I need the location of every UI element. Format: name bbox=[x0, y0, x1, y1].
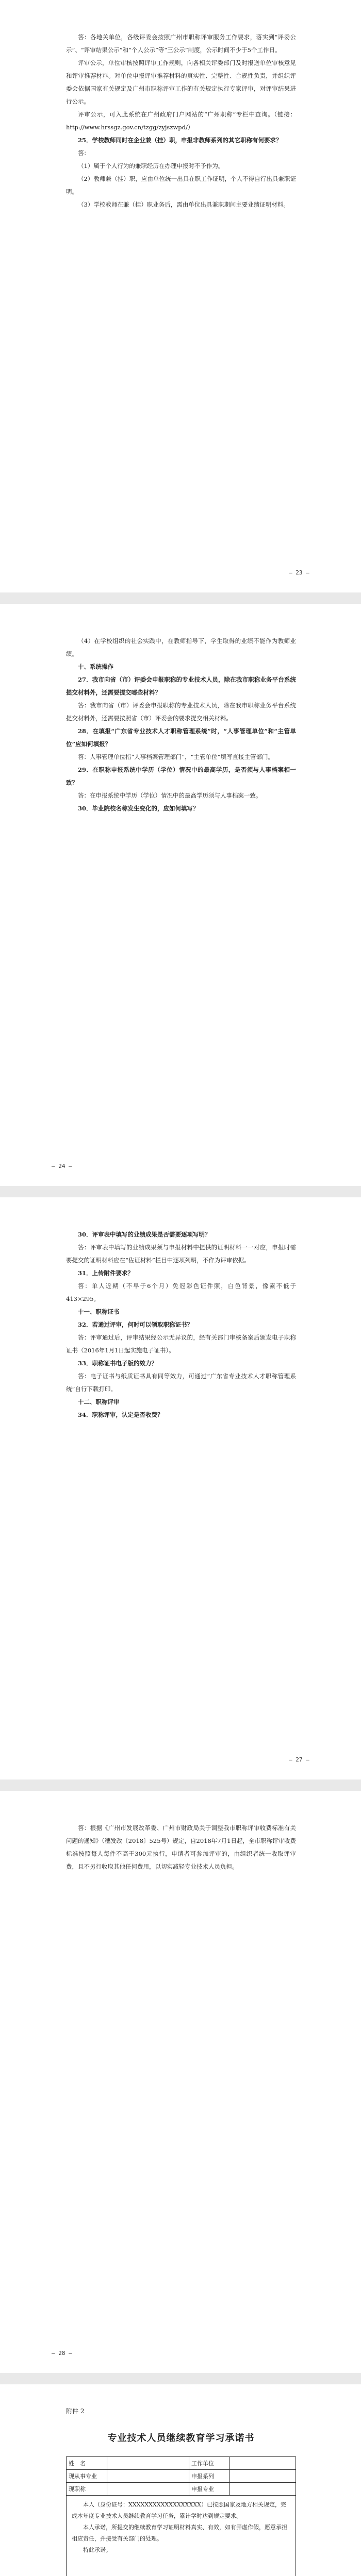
table-row bbox=[67, 2483, 296, 2496]
question-heading: 30．评审表中填写的业绩成果是否需要逐项写明？ bbox=[78, 1231, 211, 1238]
page-number: — 24 — bbox=[52, 1163, 72, 1170]
question-heading: 27．我市向省（市）评委会申报职称的专业技术人员，除在我市职称业务平台系统提交材料外，还需要提交哪些材料？ bbox=[66, 676, 296, 696]
paragraph: 答：各地关单位，各级评委会按照广州市职称评审服务工作要求，落实到“评委公示”、“评审结果公示”和“个人公示”等“三公示”制度，公示时间不少于5个工作日。 bbox=[66, 33, 296, 54]
question-heading: 30．毕业院校名称发生变化的，应如何填写？ bbox=[78, 805, 199, 812]
section-heading: 十二、职称评审 bbox=[78, 1398, 120, 1405]
question-heading: 29．在职称申报系统中学历（学位）情况中的最高学历，是否须与人事档案相一致？ bbox=[66, 766, 296, 786]
page-29 bbox=[0, 2384, 361, 2576]
paragraph: 答：人事管理单位指“人事档案管理部门”，“主管单位”填写直接主管部门。 bbox=[78, 753, 274, 760]
section-heading: 十、系统操作 bbox=[78, 663, 113, 670]
paragraph: （3）学校教师在兼（挂）职业务后，需由单位出具兼职期间主要业绩证明材料。 bbox=[78, 201, 289, 208]
table-cell bbox=[230, 2483, 296, 2496]
table-cell: 工作单位 bbox=[189, 2457, 230, 2470]
page-number: — 23 — bbox=[289, 569, 309, 576]
page-number: — 27 — bbox=[289, 1756, 309, 1763]
section-heading: 十一、职称证书 bbox=[78, 1308, 120, 1315]
page-28-content bbox=[66, 1822, 296, 1873]
table-cell: 申报系列 bbox=[189, 2470, 230, 2483]
attachment-label: 附件 2 bbox=[66, 2408, 85, 2415]
commitment-body bbox=[66, 2495, 296, 2576]
paragraph: 特此承诺。 bbox=[83, 2547, 111, 2553]
paragraph: 答：根据《广州市发展改革委、广州市财政局关于调整我市职称评审收费标准有关问题的通知》（穗发改〔2018〕525号）规定，自2018年7月1日起，全市职称评审收费标准按照每人每件不高于300元执行，申请者可参加评审的，由组织者统一收取评审费，且不另行收取其他任何费用，以切实减轻专业技术人员负担。 bbox=[66, 1824, 296, 1870]
paragraph: 评审公示，单位审核按照评审工作规则，向各相关评委部门及时报送单位审核意见和评审推荐材料。对单位申报评审推荐材料的真实性、完整性、合规性负责，并组织评委会依据国家有关规定及广州市职称评审工作的有关规定执行专家评审，对评审结果进行公示。 bbox=[66, 59, 296, 105]
paragraph: （1）属于个人行为的兼职经历在办理申报时不予作为。 bbox=[78, 162, 224, 170]
paragraph: 答：电子证书与纸质证书具有同等效力，可通过“广东省专业技术人才职称管理系统”自行下载打印。 bbox=[66, 1372, 296, 1393]
page-24 bbox=[0, 604, 361, 1186]
question-heading: 28．在填报“广东省专业技术人才职称管理系统”时，“人事管理单位”和“主管单位”应如何填报？ bbox=[66, 727, 296, 748]
paragraph: 答：评审表中填写的业绩成果须与申报材料中提供的证明材料一一对应，申报时需要提交的证明材料应在“佐证材料”栏目中逐项列明，不作为评审依据。 bbox=[66, 1244, 296, 1264]
page-28 bbox=[0, 1791, 361, 2373]
table-cell bbox=[107, 2470, 189, 2483]
question-heading: 32．若通过评审，何时可以领取职称证书？ bbox=[78, 1321, 193, 1328]
page-23-content bbox=[66, 31, 296, 211]
table-cell: 现职称 bbox=[67, 2483, 107, 2496]
page-24-content bbox=[66, 635, 296, 815]
commitment-form-table bbox=[66, 2456, 296, 2496]
page-27 bbox=[0, 1197, 361, 1780]
paragraph: 答：单人近期（不早于6个月）免冠彩色证件照，白色背景，像素不低于 413×295。 bbox=[66, 1282, 296, 1302]
table-row bbox=[67, 2470, 296, 2483]
paragraph: （4）在学校组织的社会实践中，在教师指导下，学生取得的业绩不能作为教师业绩。 bbox=[66, 637, 296, 657]
paragraph: 本人（身份证号：XXXXXXXXXXXXXXXXXX）已按照国家及地方相关规定，完成本年度专业技术人员继续教育学习任务，累计学时达到规定要求。 bbox=[72, 2501, 286, 2519]
paragraph: 本人承诺，所提交的继续教育学习证明材料真实、有效，如有弄虚作假，愿意承担相应责任，并接受有关部门的处理。 bbox=[72, 2524, 287, 2542]
table-cell: 姓 名 bbox=[67, 2457, 107, 2470]
page-separator bbox=[0, 592, 361, 604]
paragraph: 答：评审通过后，评审结果经公示无异议的，经有关部门审核备案后颁发电子职称证书（2016年1月1日起实施电子证书）。 bbox=[66, 1334, 296, 1354]
paragraph: 答：在申报系统中学历（学位）情况中的最高学历须与人事档案一致。 bbox=[78, 792, 262, 799]
page-separator bbox=[0, 2373, 361, 2384]
table-cell bbox=[107, 2457, 189, 2470]
question-heading: 25．学校教师同时在企业兼（挂）职，申报非教师系列的其它职称有何要求？ bbox=[78, 137, 282, 144]
table-cell: 申报专业 bbox=[189, 2483, 230, 2496]
page-number: — 28 — bbox=[52, 2350, 72, 2357]
paragraph: 答：我市向省（市）评委会申报职称的专业技术人员，除在我市职称业务平台系统提交材料外，还需要按照省（市）评委会的要求提交相关材料。 bbox=[66, 702, 296, 722]
page-23 bbox=[0, 0, 361, 592]
paragraph: 答： bbox=[78, 149, 90, 157]
form-title: 专业技术人员继续教育学习承诺书 bbox=[107, 2433, 255, 2444]
question-heading: 33．职称证书电子版的效力？ bbox=[78, 1360, 158, 1367]
paragraph: 评审公示，可入此系统在广州政府门户网站的“广州职称”专栏中查询。（链接：http://www.hrssgz.gov.cn/tzgg/zyjszwpd/） bbox=[66, 111, 296, 131]
paragraph: （2）教师兼（挂）职，应由单位统一出具在职工作证明，个人不得自行出具兼职证明。 bbox=[66, 175, 296, 195]
page-separator bbox=[0, 1780, 361, 1791]
page-separator bbox=[0, 1186, 361, 1197]
page-27-content bbox=[66, 1228, 296, 1421]
table-cell bbox=[230, 2457, 296, 2470]
table-cell: 现从事专业 bbox=[67, 2470, 107, 2483]
table-cell bbox=[107, 2483, 189, 2496]
question-heading: 31．上传附件要求？ bbox=[78, 1269, 134, 1277]
table-cell bbox=[230, 2470, 296, 2483]
question-heading: 34．职称评审，认定是否收费？ bbox=[78, 1411, 163, 1418]
table-row bbox=[67, 2457, 296, 2470]
